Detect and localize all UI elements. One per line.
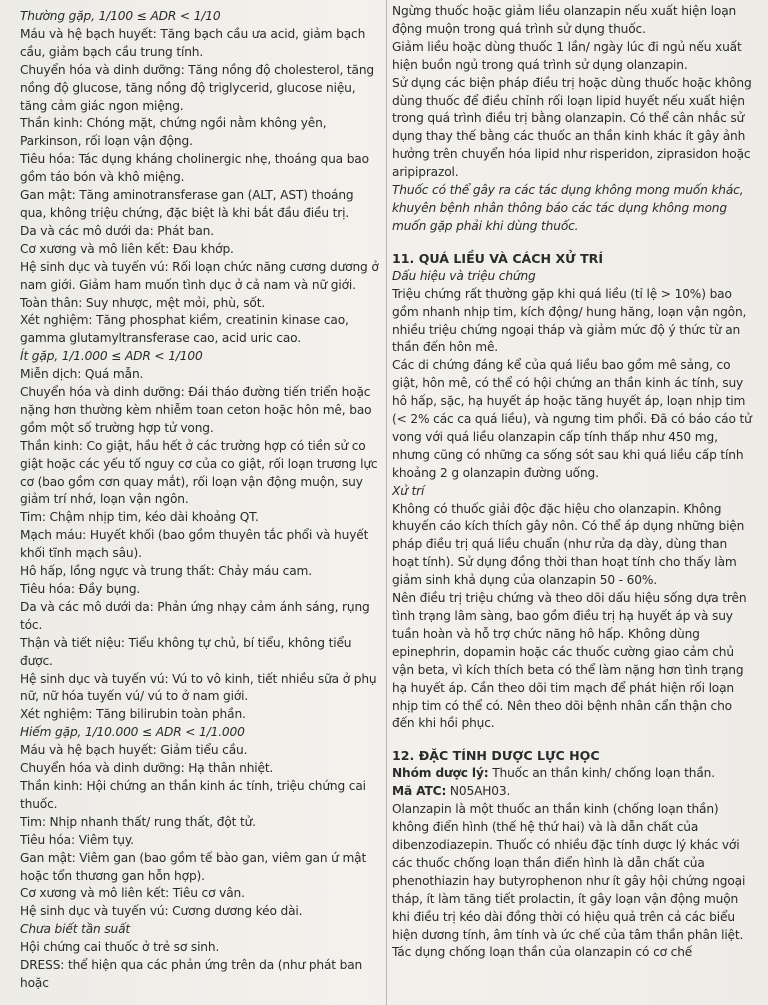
pharmacologic-group [392,765,754,783]
paragraph: Toàn thân: Suy nhược, mệt mỏi, phù, sốt. [20,295,266,310]
paragraph: Tiêu hóa: Viêm tụy. [20,832,134,847]
subheading: Chưa biết tần suất [20,922,131,937]
paragraph: Hô hấp, lồng ngực và trung thất: Chảy máu cam. [20,564,312,579]
paragraph: Sử dụng các biện pháp điều trị hoặc dùng thuốc hoặc không dùng thuốc để điều chỉnh rối loạn lipid huyết nếu xuất hiện trong quá trình điều trị bằng olanzapin. Có thể cân nhắc sử dụng thay thế bằng các thuốc an thần kinh khác ít gây ảnh hưởng trên chuyển hóa lipid như risperidon, ziprasidon hoặc aripiprazol. [392,75,752,180]
paragraph: Hội chứng cai thuốc ở trẻ sơ sinh. [20,940,220,955]
section-12-body-paragraph: Olanzapin là một thuốc an thần kinh (chống loạn thần) không điển hình (thế hệ thứ hai) và là dẫn chất của dibenzodiazepin. Thuốc có nhiều đặc tính dược lý khác với các thuốc chống loạn thần điển hình là dẫn chất của phenothiazin hay butyrophenon như ít gây hội chứng ngoại tháp, ít làm tăng tiết prolactin, ít gây loạn vận động muộn khi điều trị kéo dài đồng thời có hiệu quả trên cả các biểu hiện dương tính, âm tính và ức chế của tâm thần phân liệt. Tác dụng chống loạn thần của olanzapin có cơ chế [392,802,746,960]
subheading: Dấu hiệu và triệu chứng [392,268,536,283]
section-11-body [392,268,754,734]
paragraph: Không có thuốc giải độc đặc hiệu cho olanzapin. Không khuyến cáo kích thích gây nôn. Có thể áp dụng những biện pháp điều trị quá liều chuẩn (như rửa dạ dày, dùng than hoạt tính). Sử dụng đồng thời than hoạt tính cho thấy làm giảm sinh khả dụng của olanzapin 50 - 60%. [392,501,745,588]
paragraph: Thần kinh: Co giật, hầu hết ở các trường hợp có tiền sử co giật hoặc các yếu tố nguy cơ của co giật, rối loạn trương lực cơ (bao gồm cơn quay mắt), rối loạn vận động muộn, suy giảm trí nhớ, loạn vận ngôn. [20,438,378,507]
paragraph: Da và các mô dưới da: Phát ban. [20,223,214,238]
paragraph: Tiêu hóa: Tác dụng kháng cholinergic nhẹ, thoáng qua bao gồm táo bón và khô miệng. [20,152,369,185]
paragraph: DRESS: thể hiện qua các phản ứng trên da (như phát ban hoặc [20,958,363,990]
column-divider [386,0,387,1005]
left-column [20,0,382,1005]
paragraph: Gan mật: Tăng aminotransferase gan (ALT, AST) thoáng qua, không triệu chứng, đặc biệt là khi bắt đầu điều trị. [20,188,354,220]
paragraph: Xét nghiệm: Tăng bilirubin toàn phần. [20,707,246,722]
paragraph: Triệu chứng rất thường gặp khi quá liều (tỉ lệ > 10%) bao gồm nhanh nhịp tim, kích động/ hung hăng, loạn vận ngôn, nhiều triệu chứng ngoại tháp và giảm mức độ ý thức từ an thần đến hôn mê. [392,286,747,355]
subheading: Thường gặp, 1/100 ≤ ADR < 1/10 [20,9,221,23]
paragraph: Nên điều trị triệu chứng và theo dõi dấu hiệu sống dựa trên tình trạng lâm sàng, bao gồm điều trị hạ huyết áp và suy tuần hoàn và hỗ trợ chức năng hô hấp. Không dùng epinephrin, dopamin hoặc các thuốc cường giao cảm chủ vận beta, vì kích thích beta có thể làm nặng hơn tình trạng hạ huyết áp. Cần theo dõi tim mạch để phát hiện rối loạn nhịp tim có thể có. Nên theo dõi bệnh nhân cẩn thận cho đến khi hồi phục. [392,591,747,731]
paragraph: Cơ xương và mô liên kết: Tiêu cơ vân. [20,886,245,901]
subheading: Thuốc có thể gây ra các tác dụng không mong muốn khác, khuyên bệnh nhân thông báo các tác dụng không mong muốn gặp phải khi dùng thuốc. [392,183,744,233]
subheading: Xử trí [392,483,425,498]
paragraph: Thận và tiết niệu: Tiểu không tự chủ, bí tiểu, không tiểu được. [20,635,352,668]
paragraph: Hệ sinh dục và tuyến vú: Rối loạn chức năng cương dương ở nam giới. Giảm ham muốn tình dục ở cả nam và nữ giới. [20,259,379,292]
pharmacologic-group-value: Thuốc an thần kinh/ chống loạn thần. [488,766,715,781]
paragraph: Thần kinh: Hội chứng an thần kinh ác tính, triệu chứng cai thuốc. [20,778,366,811]
paragraph: Da và các mô dưới da: Phản ứng nhạy cảm ánh sáng, rụng tóc. [20,599,370,632]
paragraph: Thần kinh: Chóng mặt, chứng ngồi nằm không yên, Parkinson, rối loạn vận động. [20,116,327,149]
paragraph: Chuyển hóa và dinh dưỡng: Đái tháo đường tiến triển hoặc nặng hơn thường kèm nhiễm toan ceton hoặc hôn mê, bao gồm một số trường hợp tử vong. [20,385,372,435]
paragraph: Chuyển hóa và dinh dưỡng: Tăng nồng độ cholesterol, tăng nồng độ glucose, tăng nồng độ triglycerid, glucose niệu, tăng cảm giác ngon miệng. [20,62,375,113]
section-11-heading: 11. QUÁ LIỀU VÀ CÁCH XỬ TRÍ [392,250,604,266]
paragraph: Giảm liều hoặc dùng thuốc 1 lần/ ngày lúc đi ngủ nếu xuất hiện buồn ngủ trong quá trình sử dụng olanzapin. [392,39,742,72]
paragraph: Tim: Nhịp nhanh thất/ rung thất, đột tử. [20,814,256,829]
paragraph: Hệ sinh dục và tuyến vú: Vú to vô kinh, tiết nhiều sữa ở phụ nữ, nữ hóa tuyến vú/ vú to ở nam giới. [20,671,377,704]
paragraph: Tiêu hóa: Đầy bụng. [20,582,141,596]
paragraph: Xét nghiệm: Tăng phosphat kiềm, creatinin kinase cao, gamma glutamyltransferase cao, acid uric cao. [20,313,349,346]
atc-code [392,783,754,801]
paragraph: Chuyển hóa và dinh dưỡng: Hạ thân nhiệt. [20,761,274,776]
paragraph: Mạch máu: Huyết khối (bao gồm thuyên tắc phổi và huyết khối tĩnh mạch sâu). [20,528,369,561]
subheading: Hiếm gặp, 1/10.000 ≤ ADR < 1/1.000 [20,725,245,740]
paragraph: Máu và hệ bạch huyết: Tăng bạch cầu ưa acid, giảm bạch cầu, giảm bạch cầu trung tính. [20,26,366,59]
section-12-heading: 12. ĐẶC TÍNH DƯỢC LỰC HỌC [392,748,600,764]
atc-code-value: N05AH03. [446,784,511,799]
paragraph: Hệ sinh dục và tuyến vú: Cương dương kéo dài. [20,904,303,919]
paragraph: Miễn dịch: Quá mẫn. [20,367,144,382]
pharmacologic-group-label: Nhóm dược lý: [392,766,489,781]
atc-code-label: Mã ATC: [392,784,447,799]
paragraph: Máu và hệ bạch huyết: Giảm tiểu cầu. [20,743,248,758]
paragraph: Ngừng thuốc hoặc giảm liều olanzapin nếu xuất hiện loạn động muộn trong quá trình sử dụng thuốc. [392,4,737,36]
paragraph: Cơ xương và mô liên kết: Đau khớp. [20,241,234,256]
right-column [392,0,754,1005]
paragraph: Tim: Chậm nhịp tim, kéo dài khoảng QT. [20,510,259,525]
paragraph: Các di chứng đáng kể của quá liều bao gồm mê sảng, co giật, hôn mê, có thể có hội chứng an thần kinh ác tính, suy hô hấp, sặc, hạ huyết áp hoặc tăng huyết áp, loạn nhịp tim (< 2% các ca quá liều), và ngưng tim phổi. Đã có báo cáo tử vong với quá liều olanzapin cấp tính thấp như 450 mg, nhưng cũng có những ca sống sót sau khi quá liều cấp tính khoảng 2 g olanzapin đường uống. [392,358,752,480]
subheading: Ít gặp, 1/1.000 ≤ ADR < 1/100 [20,349,203,364]
paragraph: Gan mật: Viêm gan (bao gồm tế bào gan, viêm gan ứ mật hoặc tổn thương gan hỗn hợp). [20,850,367,883]
right-intro [392,3,754,236]
